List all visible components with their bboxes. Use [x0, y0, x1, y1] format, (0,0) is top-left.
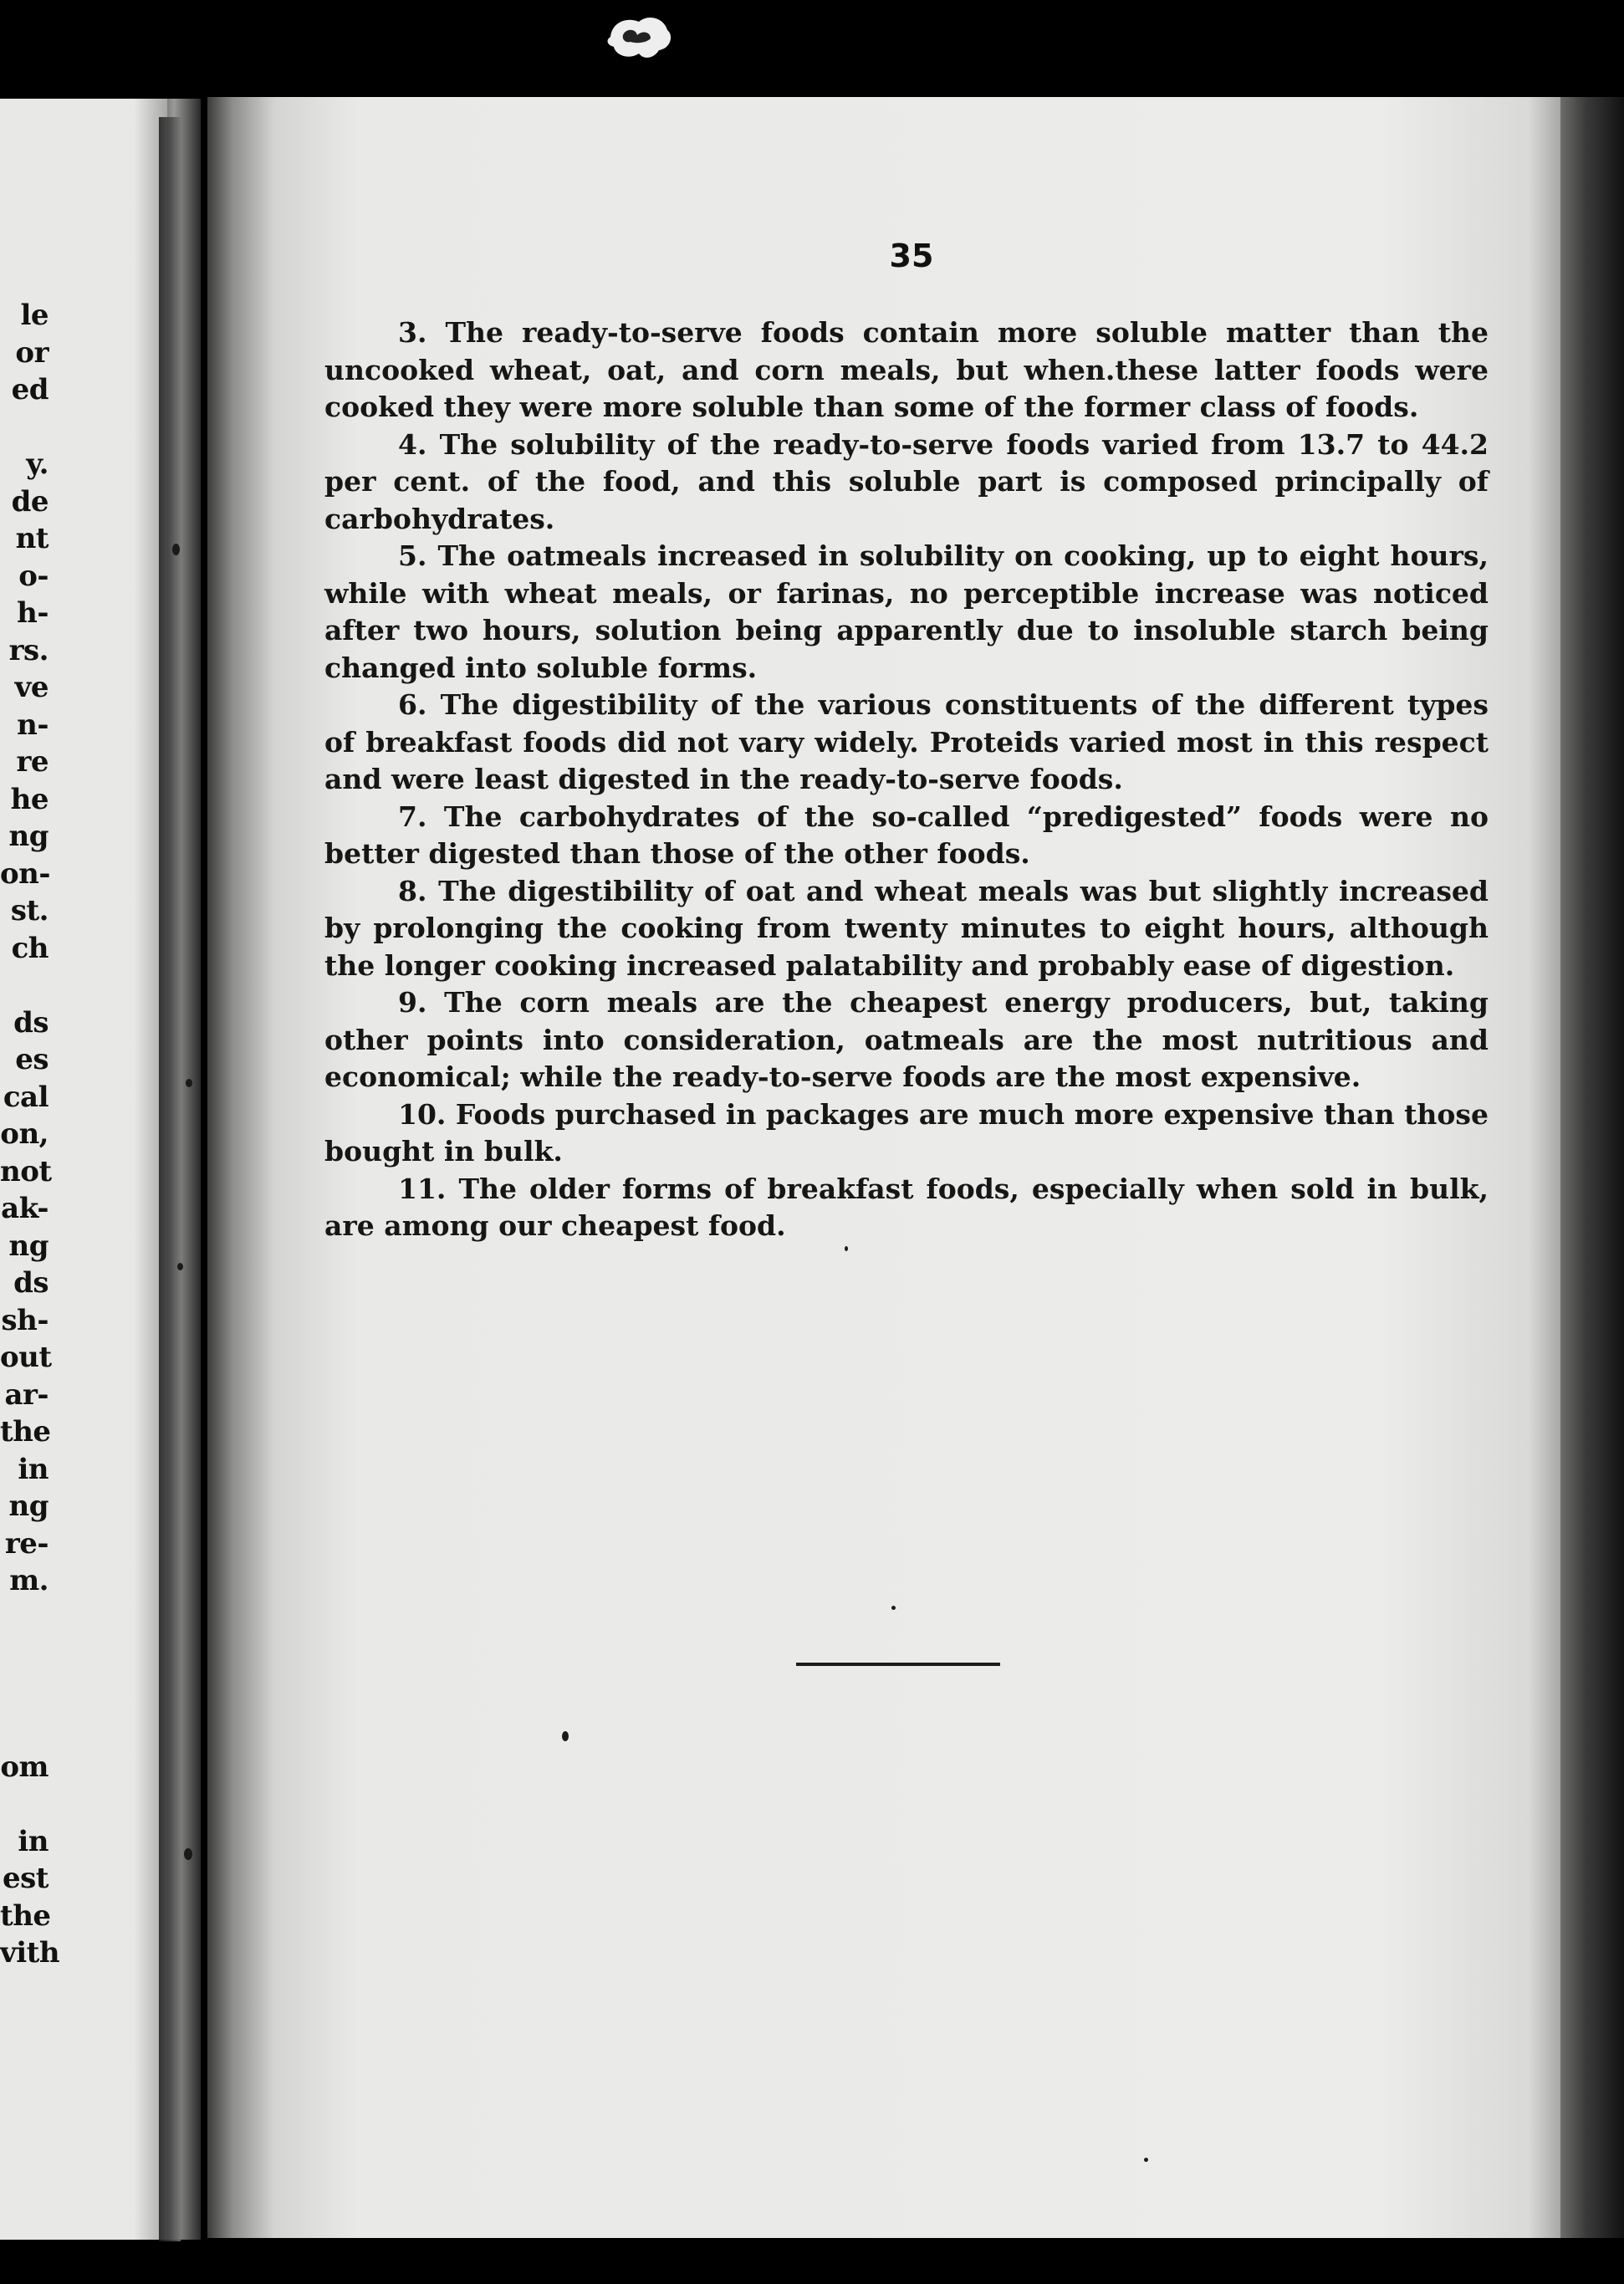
- conclusion-item: 5. The oatmeals increased in solubility on cooking, up to eight hours, while with wheat meals, or farinas, no perceptible increase was noticed after two hours, solution being apparently due to insoluble starch being changed into soluble forms.: [324, 539, 1489, 684]
- left-page-fragment: m.: [9, 1564, 49, 1597]
- left-page-fragment: cal: [3, 1080, 49, 1114]
- print-speck: [562, 1731, 569, 1741]
- conclusion-item: 7. The carbohydrates of the so-called “predigested” foods were no better digested than those of the other foods.: [324, 800, 1489, 870]
- left-page-fragment: in: [18, 1452, 49, 1486]
- left-page-fragment: de: [11, 484, 49, 519]
- left-page-fragment: the: [0, 1415, 51, 1449]
- print-speck: [186, 1079, 192, 1087]
- left-page-fragment: ng: [8, 1489, 49, 1523]
- left-page-fragment: h-: [17, 596, 49, 630]
- left-page-fragment: sh-: [1, 1303, 49, 1337]
- left-page-fragment: ds: [13, 1266, 49, 1300]
- conclusion-item: 8. The digestibility of oat and wheat meals was but slightly increased by prolonging the cooking from twenty minutes to eight hours, although the longer cooking increased palatability and probably ease of digestion.: [324, 874, 1489, 982]
- left-page-fragment: st.: [10, 894, 49, 927]
- left-page-fragment: out: [0, 1341, 52, 1374]
- conclusion-item: 11. The older forms of breakfast foods, especially when sold in bulk, are among our cheapest food.: [324, 1172, 1489, 1242]
- left-page-fragment: om: [0, 1750, 49, 1784]
- conclusion-item: 10. Foods purchased in packages are much more expensive than those bought in bulk.: [324, 1097, 1489, 1168]
- print-speck: [177, 1263, 183, 1270]
- left-page-fragment: ak-: [1, 1192, 49, 1225]
- conclusion-item: 9. The corn meals are the cheapest energy producers, but, taking other points into consideration, oatmeals are the most nutritious and economical; while the ready-to-serve foods are the most expensive.: [324, 986, 1489, 1093]
- left-page-fragment: re-: [4, 1526, 49, 1561]
- left-page-fragment: or: [15, 335, 49, 370]
- section-divider-rule: [796, 1663, 1000, 1666]
- left-page-fragment: he: [10, 782, 49, 816]
- left-page-fragment: es: [15, 1043, 49, 1076]
- right-page-edge: [1560, 97, 1624, 2238]
- left-page-fragment: on,: [0, 1117, 49, 1151]
- print-speck: [891, 1606, 896, 1610]
- left-page-gap: [0, 1637, 49, 1674]
- conclusion-item: 6. The digestibility of the various constituents of the different types of breakfast foods did not vary widely. Proteids varied most in this respect and were least digested in the ready-to-serve foods.: [324, 688, 1489, 795]
- print-speck: [845, 1246, 848, 1251]
- left-page-gap: [0, 1786, 49, 1823]
- print-speck: [1144, 2158, 1148, 2162]
- left-page-gap: [0, 409, 49, 447]
- left-page-fragment: on-: [0, 856, 51, 891]
- ink-blot-mark: [602, 12, 677, 62]
- left-page-gap: [0, 1674, 49, 1712]
- left-page-fragment: not: [0, 1154, 52, 1188]
- left-page-fragment: ar-: [4, 1377, 49, 1412]
- left-page-fragment: ed: [11, 373, 49, 406]
- left-page-fragment: ds: [13, 1005, 49, 1040]
- left-page-gap: [0, 1711, 49, 1749]
- left-page-fragment: nt: [15, 522, 49, 555]
- left-page-fragment: y.: [26, 447, 49, 481]
- print-speck: [172, 544, 180, 555]
- left-page-fragment: ch: [11, 931, 49, 965]
- conclusion-item: 3. The ready-to-serve foods contain more soluble matter than the uncooked wheat, oat, and corn meals, but when.these latter foods were cooked they were more soluble than some of the former class of foods.: [324, 316, 1489, 423]
- left-page-fragment: the: [0, 1898, 51, 1933]
- left-page-fragment: ng: [8, 820, 49, 853]
- left-page-fragment: o-: [18, 559, 49, 593]
- left-page-fragment: in: [18, 1824, 49, 1858]
- left-page-fragment: vith: [0, 1936, 60, 1970]
- left-page-gap: [0, 967, 49, 1004]
- conclusions-list: [324, 314, 1489, 1245]
- left-page-fragment: n-: [17, 708, 49, 742]
- left-page-text-fragments: [0, 297, 60, 1972]
- left-page-fragment: ng: [8, 1229, 49, 1263]
- left-page-fragment: le: [20, 299, 49, 332]
- page-number: 35: [889, 238, 934, 274]
- left-page-gap: [0, 1600, 49, 1638]
- print-speck: [184, 1848, 192, 1860]
- conclusion-item: 4. The solubility of the ready-to-serve foods varied from 13.7 to 44.2 per cent. of the food, and this soluble part is composed principally of carbohydrates.: [324, 427, 1489, 535]
- binding-spine-shadow: [159, 117, 181, 2241]
- left-page-fragment: est: [3, 1862, 49, 1895]
- left-page-fragment: ve: [14, 671, 49, 704]
- left-page-fragment: re: [16, 745, 49, 779]
- left-page-fragment: rs.: [8, 633, 49, 667]
